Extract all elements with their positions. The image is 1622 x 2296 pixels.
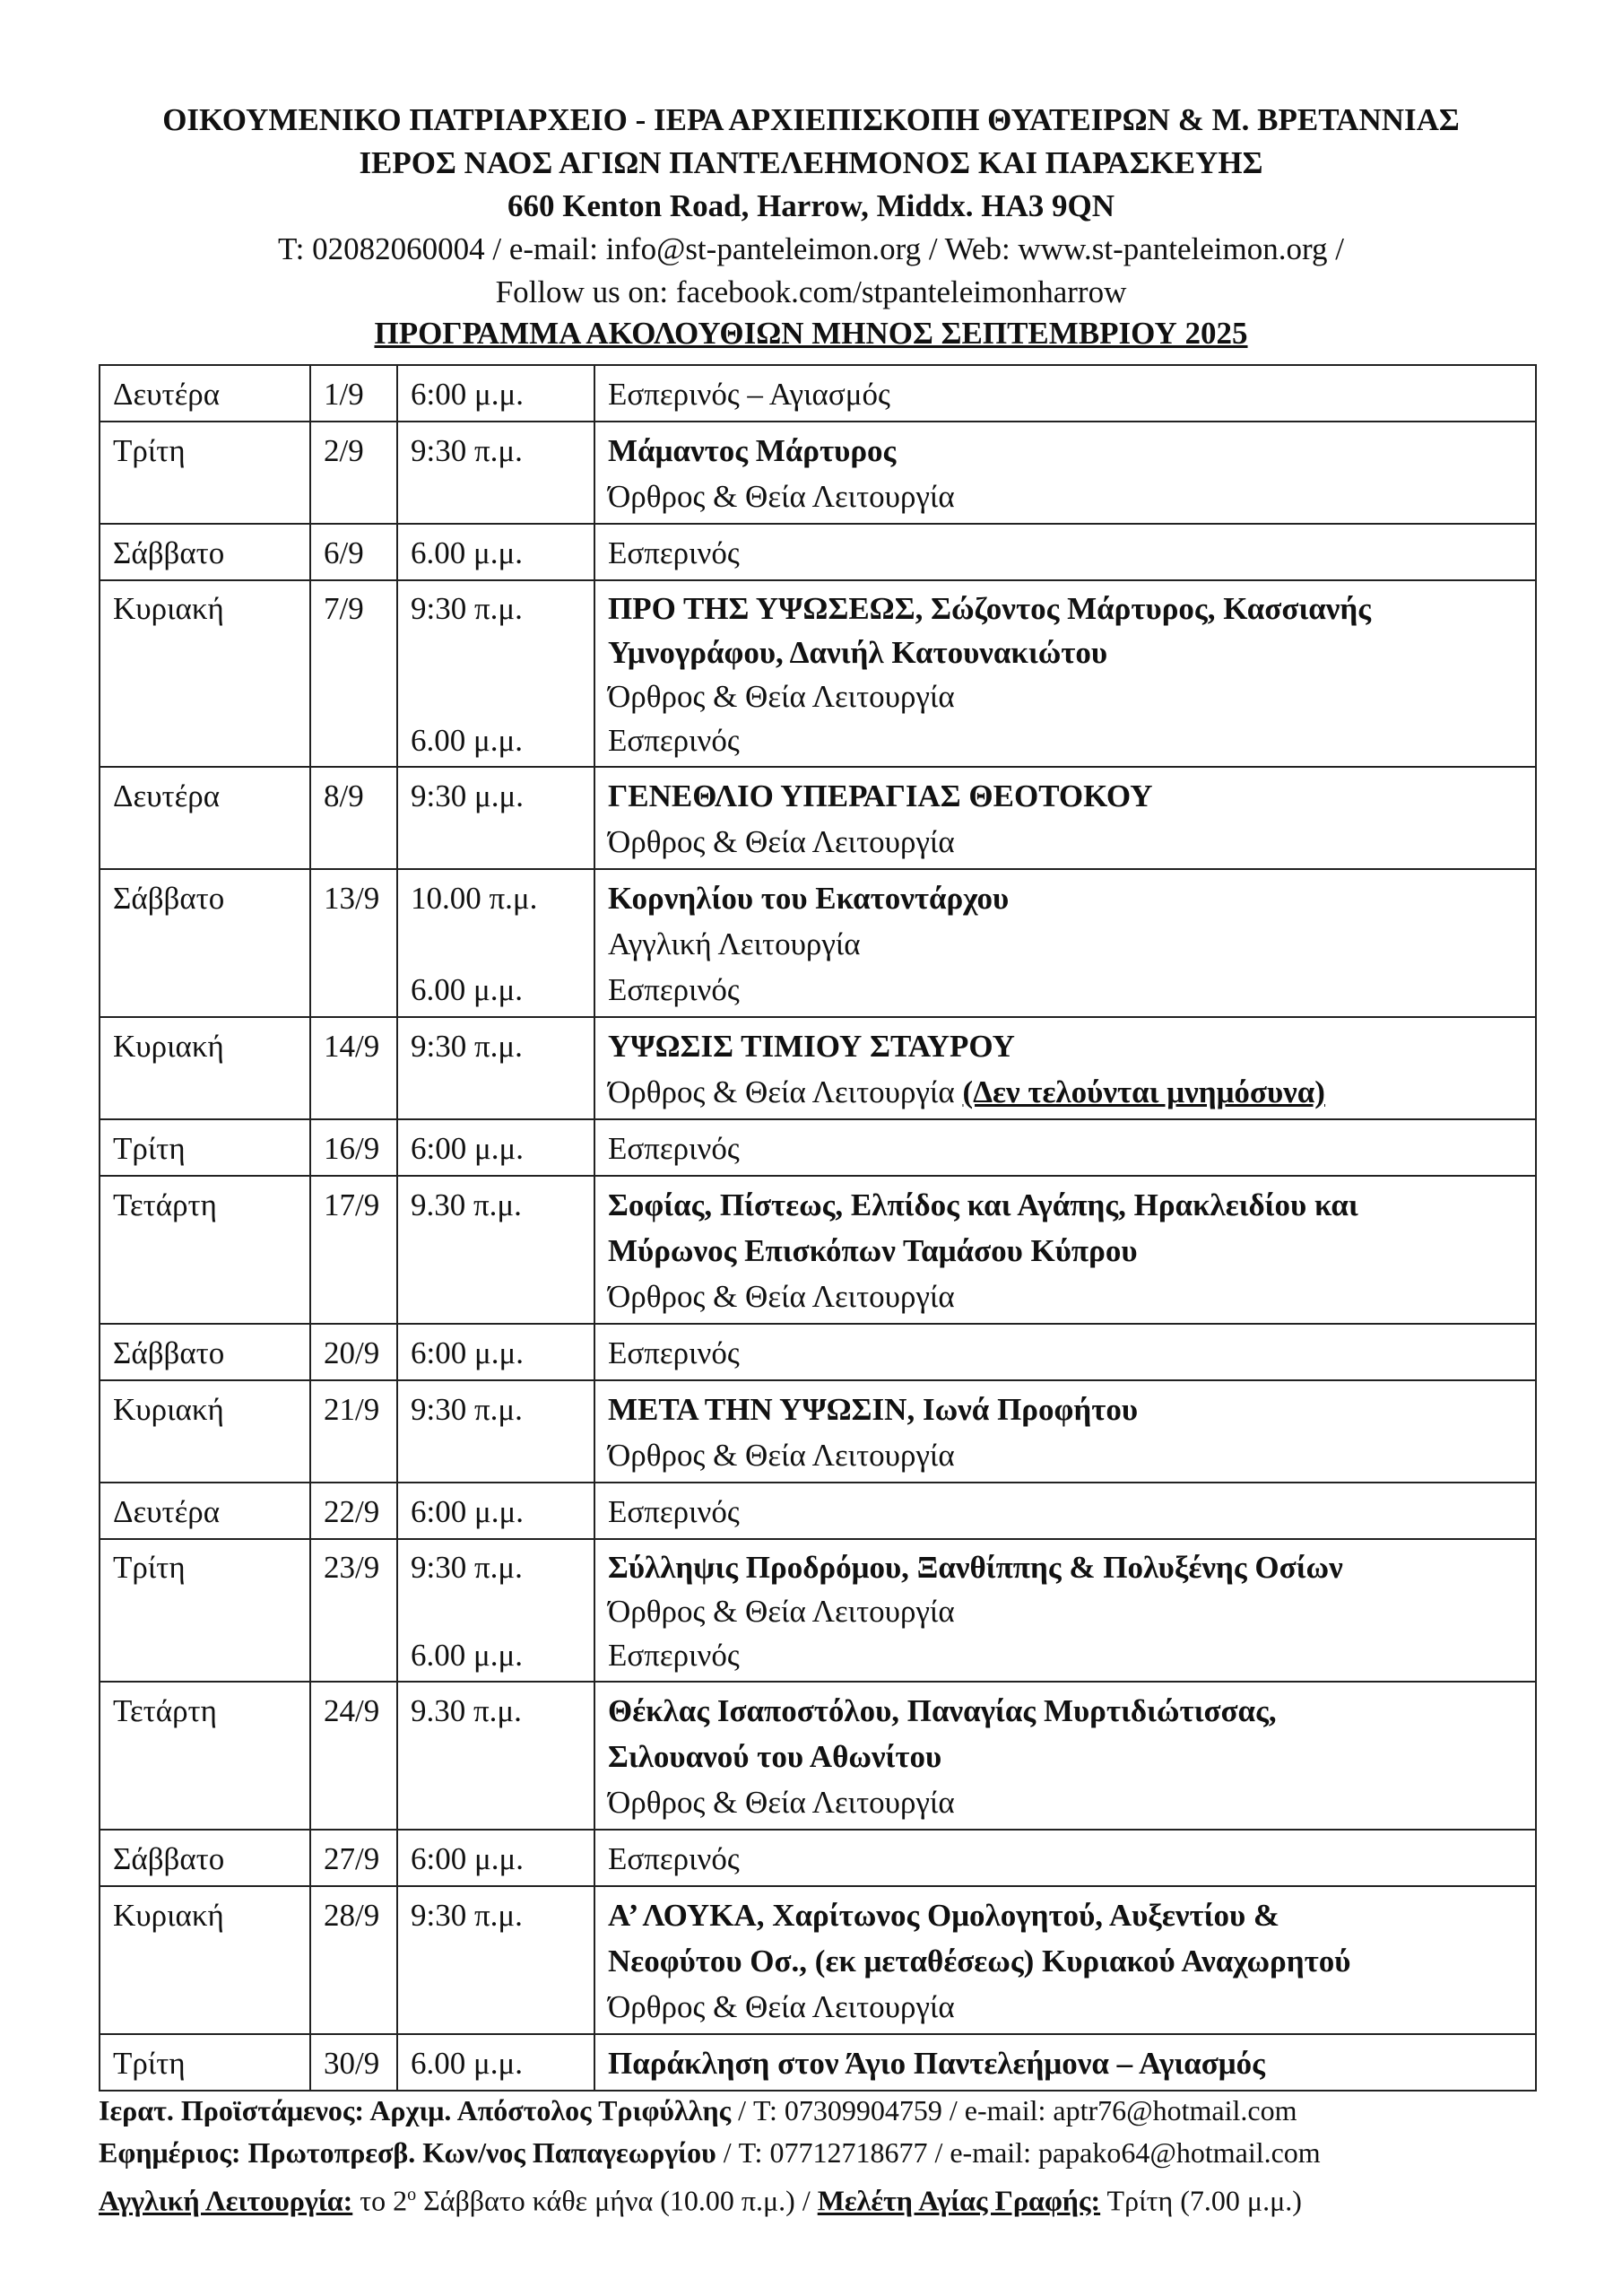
day-label: Κυριακή [113, 1392, 224, 1427]
time-label: 6:00 μ.μ. [411, 377, 525, 412]
service-text: Εσπερινός – Αγιασμός [608, 377, 890, 412]
service-cell [594, 1886, 1536, 2034]
date-cell [310, 767, 397, 869]
service-row [100, 580, 1536, 767]
social-line: Follow us on: facebook.com/stpanteleimonharrow [495, 274, 1127, 309]
date-label: 16/9 [324, 1131, 380, 1166]
feast-name [608, 1938, 1522, 1984]
time-label: 6.00 μ.μ. [411, 535, 524, 570]
service-cell [594, 365, 1536, 422]
service-text: Εσπερινός [608, 1335, 740, 1370]
time-cell [397, 2034, 594, 2091]
time-label: 6:00 μ.μ. [411, 1494, 525, 1529]
service-name [608, 1779, 1522, 1825]
date-label: 8/9 [324, 778, 364, 813]
time-label: 9:30 π.μ. [411, 433, 523, 468]
service-row [100, 365, 1536, 422]
service-row [100, 1017, 1536, 1119]
service-cell [594, 1682, 1536, 1830]
date-cell [310, 1380, 397, 1483]
day-cell [100, 580, 310, 767]
service-text: Όρθρος & Θεία Λειτουργία [608, 679, 955, 714]
service-text: ΓΕΝΕΘΛΙΟ ΥΠΕΡΑΓΙΑΣ ΘΕΟΤΟΚΟΥ [608, 778, 1153, 813]
feast-name [608, 1182, 1522, 1228]
feast-name [608, 1688, 1522, 1734]
day-cell [100, 365, 310, 422]
service-cell [594, 422, 1536, 524]
feast-name [608, 587, 1522, 631]
day-label: Δευτέρα [113, 1494, 221, 1529]
service-row [100, 1886, 1536, 2034]
day-label: Τετάρτη [113, 1187, 217, 1222]
feast-name [608, 1023, 1522, 1069]
footer [99, 2090, 1578, 2222]
day-cell [100, 1539, 310, 1682]
day-label: Σάββατο [113, 1841, 225, 1876]
feast-name [608, 1228, 1522, 1274]
service-text: Όρθρος & Θεία Λειτουργία [608, 1785, 955, 1820]
time-cell [397, 1324, 594, 1380]
time-cell [397, 1119, 594, 1176]
service-name [608, 1633, 1522, 1677]
service-name [608, 1274, 1522, 1319]
date-cell [310, 1830, 397, 1886]
service-cell [594, 1324, 1536, 1380]
service-row [100, 1176, 1536, 1324]
service-cell [594, 1830, 1536, 1886]
day-cell [100, 2034, 310, 2091]
day-cell [100, 1830, 310, 1886]
service-row [100, 767, 1536, 869]
time-label [411, 1589, 581, 1633]
date-label: 14/9 [324, 1029, 380, 1064]
day-cell [100, 1324, 310, 1380]
day-label: Τρίτη [113, 1550, 186, 1585]
time-cell [397, 365, 594, 422]
feast-name [608, 428, 1522, 474]
feast-name [608, 1892, 1522, 1938]
patriarchate-heading: ΟΙΚΟΥΜΕΝΙΚΟ ΠΑΤΡΙΑΡΧΕΙΟ - ΙΕΡΑ ΑΡΧΙΕΠΙΣΚΟΠΗ ΘΥΑΤΕΙΡΩΝ & Μ. ΒΡΕΤΑΝΝΙΑΣ [162, 102, 1460, 137]
service-name [608, 1589, 1522, 1633]
date-cell [310, 869, 397, 1017]
service-row [100, 1539, 1536, 1682]
day-cell [100, 1380, 310, 1483]
service-name [608, 1984, 1522, 2030]
footer-line-1 [99, 2090, 1578, 2132]
service-text: Κορνηλίου του Εκατοντάρχου [608, 881, 1010, 916]
date-label: 13/9 [324, 881, 380, 916]
service-row [100, 1119, 1536, 1176]
service-text: Μάμαντος Μάρτυρος [608, 433, 897, 468]
time-cell [397, 1483, 594, 1539]
time-label [411, 921, 581, 967]
service-row [100, 1380, 1536, 1483]
service-text: ΠΡΟ ΤΗΣ ΥΨΩΣΕΩΣ, Σώζοντος Μάρτυρος, Κασσιανής [608, 591, 1372, 626]
service-name [608, 1126, 1522, 1171]
service-cell [594, 1539, 1536, 1682]
time-label: 6:00 μ.μ. [411, 1335, 525, 1370]
bible-study-text: Τρίτη (7.00 μ.μ.) [1100, 2184, 1302, 2217]
time-label: 9:30 μ.μ. [411, 778, 525, 813]
feast-name [608, 1734, 1522, 1779]
date-cell [310, 1119, 397, 1176]
service-cell [594, 2034, 1536, 2091]
day-label: Σάββατο [113, 535, 225, 570]
time-label: 9.30 π.μ. [411, 1693, 522, 1728]
service-name [608, 967, 1522, 1013]
date-cell [310, 2034, 397, 2091]
feast-name [608, 875, 1522, 921]
service-text: Όρθρος & Θεία Λειτουργία [608, 1438, 955, 1473]
time-label: 6.00 μ.μ. [411, 723, 524, 758]
date-label: 24/9 [324, 1693, 380, 1728]
footer-line-2 [99, 2132, 1578, 2174]
time-label: 9:30 π.μ. [411, 1550, 523, 1585]
service-text: Σοφίας, Πίστεως, Ελπίδος και Αγάπης, Ηρακλειδίου και [608, 1187, 1358, 1222]
service-text: Θέκλας Ισαποστόλου, Παναγίας Μυρτιδιώτισσας, [608, 1693, 1277, 1728]
day-label: Σάββατο [113, 1335, 225, 1370]
service-cell [594, 767, 1536, 869]
time-label [411, 674, 581, 718]
day-cell [100, 1119, 310, 1176]
time-label: 6.00 μ.μ. [411, 972, 524, 1007]
day-cell [100, 1682, 310, 1830]
time-label: 9:30 π.μ. [411, 1029, 523, 1064]
time-cell [397, 767, 594, 869]
date-label: 1/9 [324, 377, 364, 412]
service-text: Όρθρος & Θεία Λειτουργία [608, 1279, 955, 1314]
day-cell [100, 1886, 310, 2034]
assistant-priest-contact: / T: 07712718677 / e-mail: papako64@hotmail.com [716, 2136, 1321, 2169]
church-address: 660 Kenton Road, Harrow, Middx. HA3 9QN [507, 188, 1115, 223]
day-label: Σάββατο [113, 881, 225, 916]
service-name [608, 921, 1522, 967]
feast-name [608, 631, 1522, 674]
day-label: Κυριακή [113, 1898, 224, 1933]
service-text: Α’ ΛΟΥΚΑ, Χαρίτωνος Ομολογητού, Αυξεντίου & [608, 1898, 1280, 1933]
services-table-body [100, 365, 1536, 2091]
day-cell [100, 869, 310, 1017]
service-row [100, 422, 1536, 524]
service-text: Εσπερινός [608, 1131, 740, 1166]
service-name [608, 1432, 1522, 1478]
service-text: Εσπερινός [608, 1494, 740, 1529]
feast-name [608, 2040, 1522, 2086]
day-cell [100, 1176, 310, 1324]
church-name: ΙΕΡΟΣ ΝΑΟΣ ΑΓΙΩΝ ΠΑΝΤΕΛΕΗΜΟΝΟΣ ΚΑΙ ΠΑΡΑΣΚΕΥΗΣ [359, 145, 1263, 180]
day-label: Δευτέρα [113, 377, 221, 412]
date-label: 30/9 [324, 2046, 380, 2081]
schedule-title: ΠΡΟΓΡΑΜΜΑ ΑΚΟΛΟΥΘΙΩΝ ΜΗΝΟΣ ΣΕΠΤΕΜΒΡΙΟΥ 2025 [374, 316, 1248, 351]
service-name [608, 1836, 1522, 1882]
date-label: 23/9 [324, 1550, 380, 1585]
service-row [100, 1682, 1536, 1830]
date-cell [310, 1017, 397, 1119]
date-cell [310, 1324, 397, 1380]
feast-name [608, 1545, 1522, 1589]
service-text: Νεοφύτου Οσ., (εκ μεταθέσεως) Κυριακού Αναχωρητού [608, 1944, 1351, 1979]
service-row [100, 869, 1536, 1017]
date-cell [310, 1886, 397, 2034]
service-text: Εσπερινός [608, 1638, 740, 1673]
day-cell [100, 524, 310, 580]
date-cell [310, 1539, 397, 1682]
date-label: 7/9 [324, 591, 364, 626]
service-name [608, 474, 1522, 519]
time-cell [397, 1017, 594, 1119]
day-label: Τρίτη [113, 1131, 186, 1166]
time-label: 6:00 μ.μ. [411, 1131, 525, 1166]
service-name [608, 674, 1522, 718]
english-liturgy-text-a: το 2 [352, 2184, 408, 2217]
service-name [608, 1069, 1522, 1115]
service-row [100, 1324, 1536, 1380]
time-label [411, 631, 581, 674]
service-name [608, 718, 1522, 762]
day-cell [100, 1017, 310, 1119]
date-cell [310, 580, 397, 767]
day-label: Δευτέρα [113, 778, 221, 813]
day-label: Τρίτη [113, 2046, 186, 2081]
date-label: 28/9 [324, 1898, 380, 1933]
footer-line-3 [99, 2174, 1578, 2222]
day-cell [100, 422, 310, 524]
feast-name [608, 1387, 1522, 1432]
date-cell [310, 422, 397, 524]
time-cell [397, 869, 594, 1017]
date-cell [310, 524, 397, 580]
ordinal-suffix: ο [407, 2185, 417, 2205]
date-label: 6/9 [324, 535, 364, 570]
church-header [0, 99, 1622, 353]
time-cell [397, 1380, 594, 1483]
service-text: Όρθρος & Θεία Λειτουργία [608, 1594, 955, 1629]
bible-study-label: Μελέτη Αγίας Γραφής: [817, 2184, 1101, 2217]
service-text: Σιλουανού του Αθωνίτου [608, 1739, 942, 1774]
english-liturgy-text-b: Σάββατο κάθε μήνα (10.00 π.μ.) / [416, 2184, 818, 2217]
contact-line: T: 02082060004 / e-mail: info@st-panteleimon.org / Web: www.st-panteleimon.org / [278, 231, 1344, 266]
date-label: 22/9 [324, 1494, 380, 1529]
date-label: 27/9 [324, 1841, 380, 1876]
service-text: Υμνογράφου, Δανιήλ Κατουνακιώτου [608, 635, 1108, 670]
date-label: 17/9 [324, 1187, 380, 1222]
service-row [100, 1483, 1536, 1539]
day-label: Κυριακή [113, 591, 224, 626]
time-cell [397, 1886, 594, 2034]
time-label: 9.30 π.μ. [411, 1187, 522, 1222]
service-row [100, 2034, 1536, 2091]
service-cell [594, 1017, 1536, 1119]
date-cell [310, 1176, 397, 1324]
service-text: Όρθρος & Θεία Λειτουργία [608, 479, 955, 514]
date-label: 21/9 [324, 1392, 380, 1427]
day-label: Τετάρτη [113, 1693, 217, 1728]
service-text: Εσπερινός [608, 1841, 740, 1876]
service-text: Όρθρος & Θεία Λειτουργία [608, 1989, 955, 2024]
time-cell [397, 580, 594, 767]
service-text: Παράκληση στον Άγιο Παντελεήμονα – Αγιασμός [608, 2046, 1265, 2081]
date-cell [310, 1682, 397, 1830]
date-cell [310, 365, 397, 422]
service-cell [594, 580, 1536, 767]
day-label: Τρίτη [113, 433, 186, 468]
service-text: Μύρωνος Επισκόπων Ταμάσου Κύπρου [608, 1233, 1138, 1268]
time-cell [397, 1830, 594, 1886]
time-label: 6.00 μ.μ. [411, 1638, 524, 1673]
priest-in-charge-contact: / T: 07309904759 / e-mail: aptr76@hotmail.com [731, 2094, 1297, 2126]
service-text: Όρθρος & Θεία Λειτουργία [608, 1074, 955, 1109]
time-cell [397, 1539, 594, 1682]
priest-in-charge: Ιερατ. Προϊστάμενος: Αρχιμ. Απόστολος Τριφύλλης [99, 2094, 732, 2126]
time-cell [397, 1176, 594, 1324]
service-row [100, 524, 1536, 580]
service-text: Εσπερινός [608, 535, 740, 570]
time-label: 9:30 π.μ. [411, 1898, 523, 1933]
service-text: Όρθρος & Θεία Λειτουργία [608, 824, 955, 859]
service-name [608, 371, 1522, 417]
time-cell [397, 1682, 594, 1830]
day-cell [100, 1483, 310, 1539]
time-label: 9:30 π.μ. [411, 1392, 523, 1427]
time-cell [397, 422, 594, 524]
service-row [100, 1830, 1536, 1886]
service-cell [594, 1380, 1536, 1483]
service-text: Αγγλική Λειτουργία [608, 926, 861, 961]
date-label: 20/9 [324, 1335, 380, 1370]
time-label: 9:30 π.μ. [411, 591, 523, 626]
service-text: Σύλληψις Προδρόμου, Ξανθίππης & Πολυξένης Οσίων [608, 1550, 1343, 1585]
english-liturgy-label: Αγγλική Λειτουργία: [99, 2184, 353, 2217]
service-cell [594, 1483, 1536, 1539]
date-cell [310, 1483, 397, 1539]
service-cell [594, 869, 1536, 1017]
memorial-note: (Δεν τελούνται μνημόσυνα) [962, 1074, 1325, 1109]
assistant-priest: Εφημέριος: Πρωτοπρεσβ. Κων/νος Παπαγεωργίου [99, 2136, 716, 2169]
service-name [608, 819, 1522, 865]
service-cell [594, 1119, 1536, 1176]
service-text: ΥΨΩΣΙΣ ΤΙΜΙΟΥ ΣΤΑΥΡΟΥ [608, 1029, 1015, 1064]
service-cell [594, 524, 1536, 580]
date-label: 2/9 [324, 433, 364, 468]
time-label: 6.00 μ.μ. [411, 2046, 524, 2081]
service-text: ΜΕΤΑ ΤΗΝ ΥΨΩΣΙΝ, Ιωνά Προφήτου [608, 1392, 1139, 1427]
day-label: Κυριακή [113, 1029, 224, 1064]
service-name [608, 1330, 1522, 1376]
service-name [608, 530, 1522, 576]
service-text: Εσπερινός [608, 723, 740, 758]
services-table [99, 364, 1537, 2092]
service-cell [594, 1176, 1536, 1324]
service-text: Εσπερινός [608, 972, 740, 1007]
time-label: 10.00 π.μ. [411, 881, 538, 916]
time-cell [397, 524, 594, 580]
service-name [608, 1489, 1522, 1535]
feast-name [608, 773, 1522, 819]
day-cell [100, 767, 310, 869]
time-label: 6:00 μ.μ. [411, 1841, 525, 1876]
